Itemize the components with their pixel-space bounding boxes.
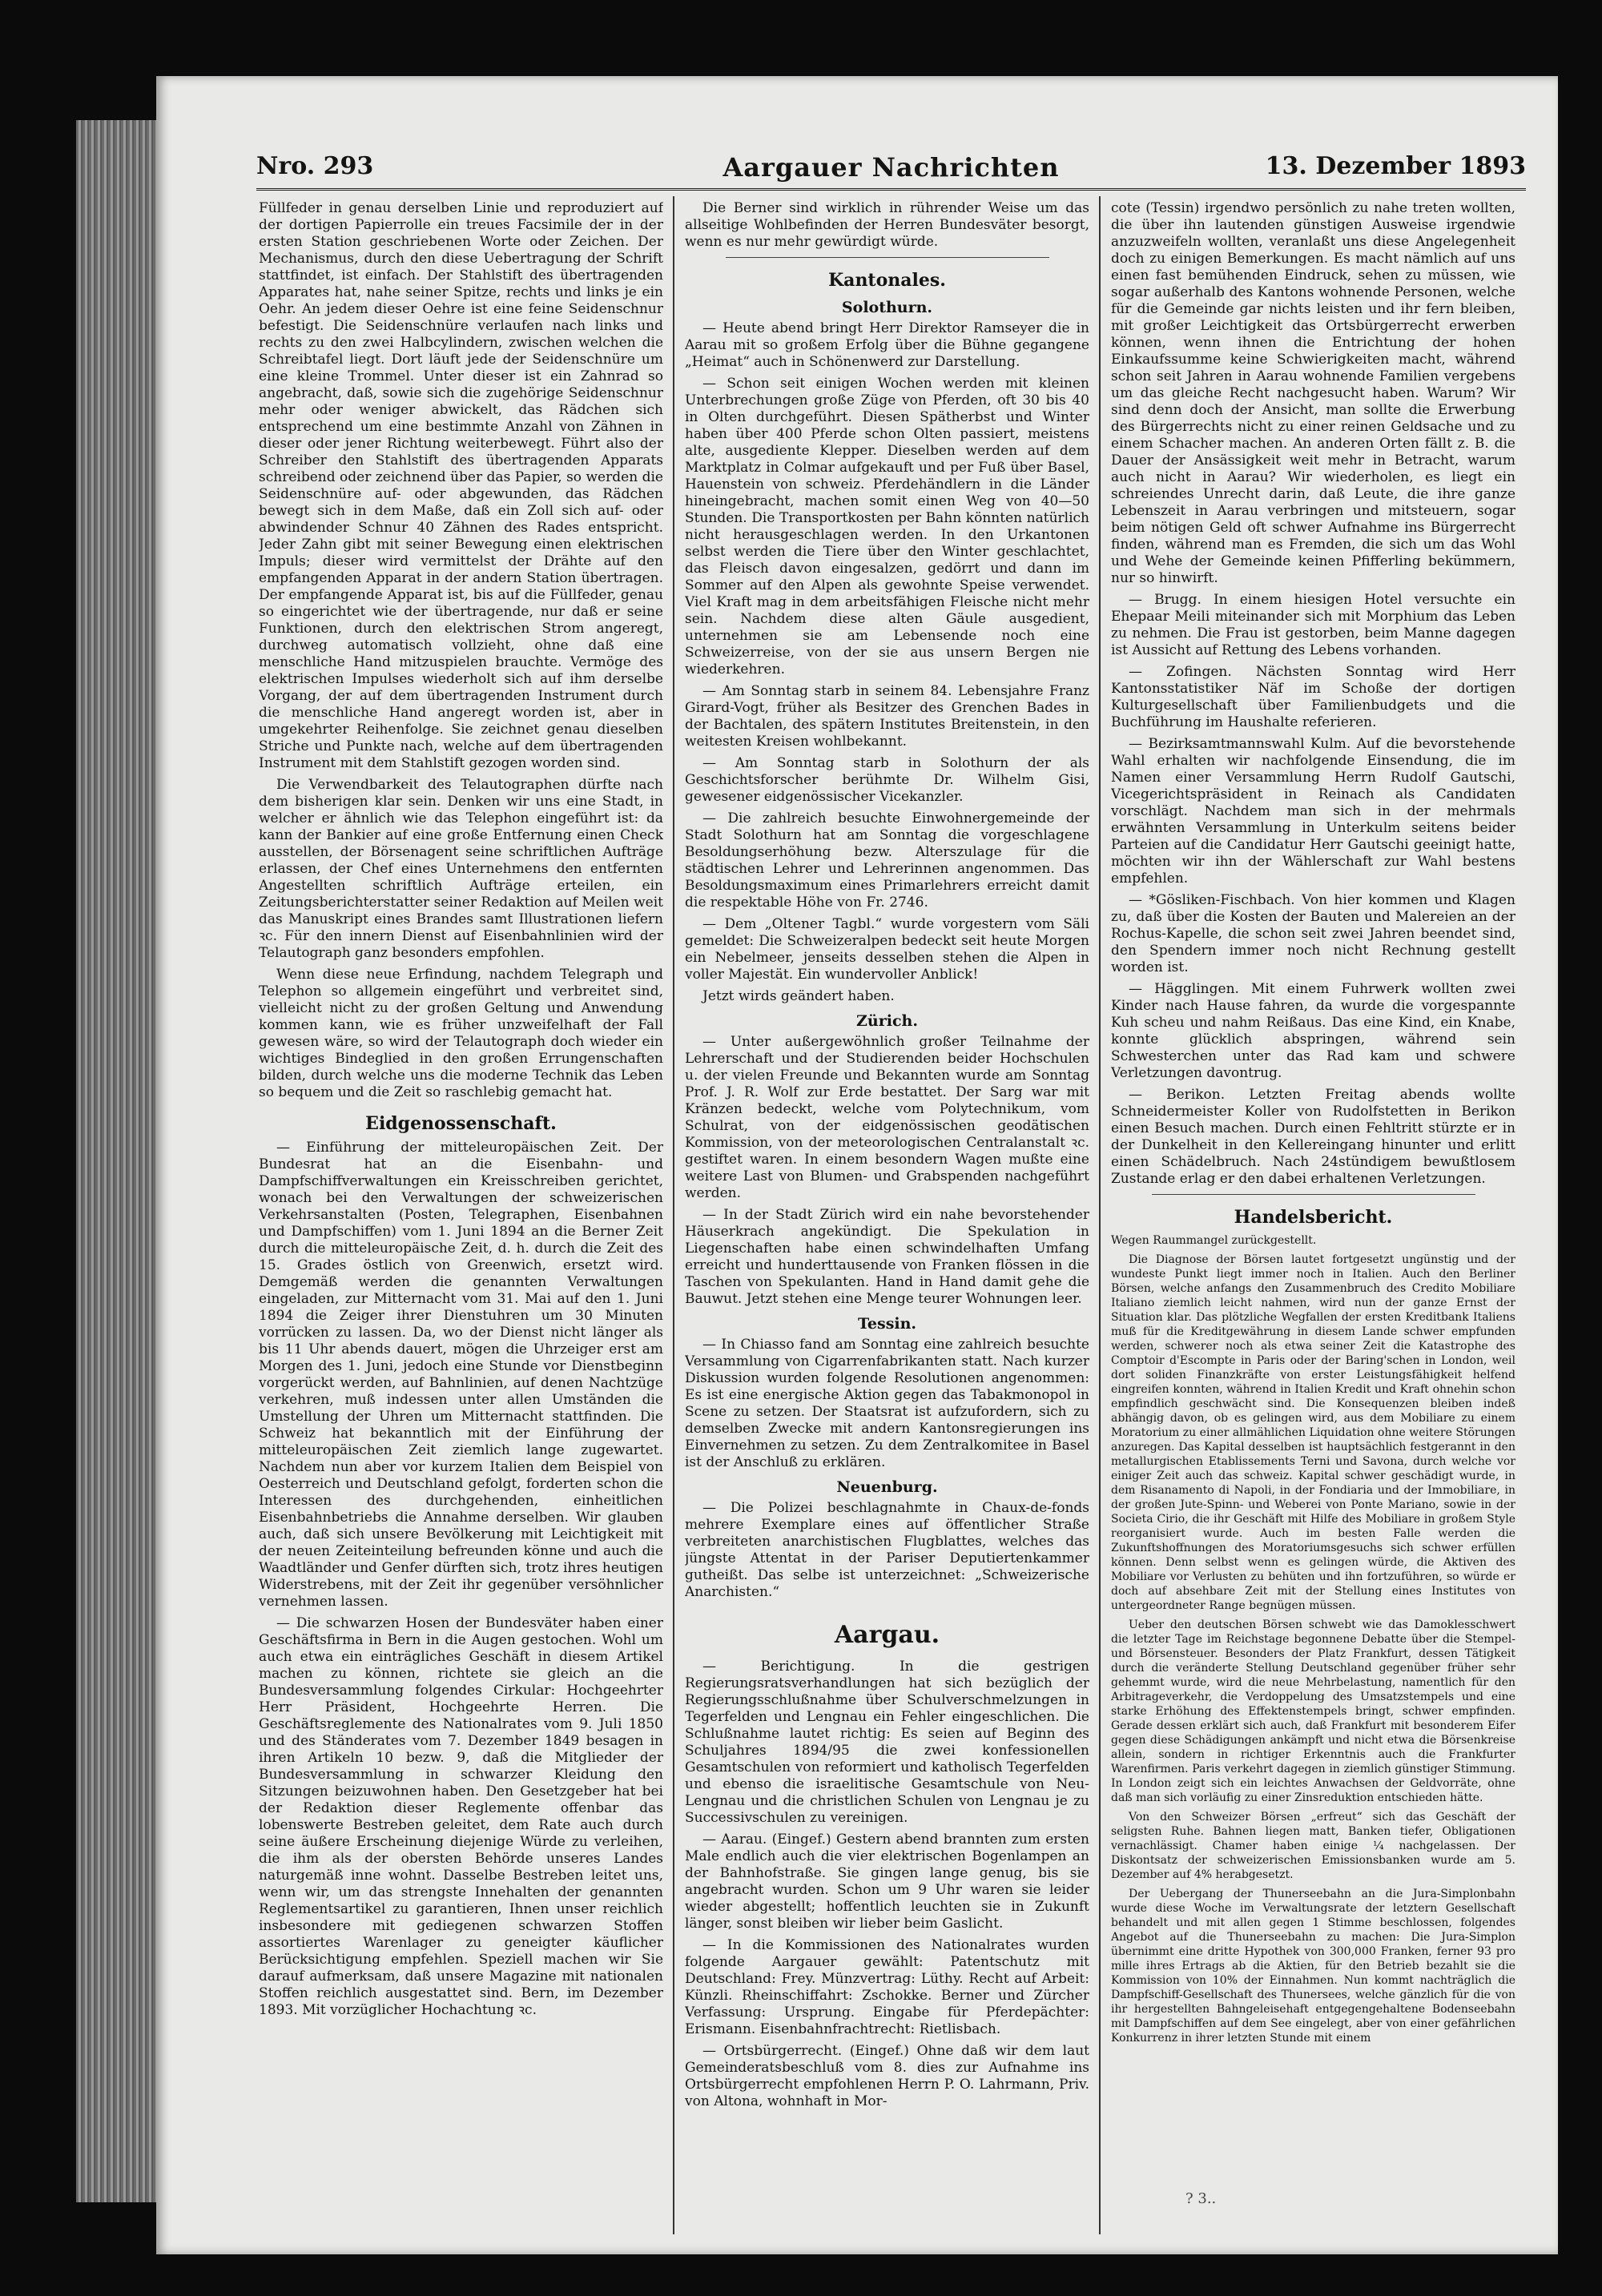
article-text: — In der Stadt Zürich wird ein nahe bevorstehender Häuserkrach angekündigt. Die Spekulation in Liegenschaften habe einen schwindelhaften Umfang erreicht und hunderttausende von Franken flössen in die Taschen von Spekulanten. Hand in Hand damit gehe die Bauwut. Jetzt stehen eine Menge teurer Wohnungen leer.: [685, 1207, 1089, 1307]
article-text: — Am Sonntag starb in Solothurn der als Geschichtsforscher berühmte Dr. Wilhelm Gisi, gewesener eidgenössischer Vicekanzler.: [685, 755, 1089, 805]
column-divider-2: [1099, 196, 1101, 2234]
article-text: — Die schwarzen Hosen der Bundesväter haben einer Geschäftsfirma in Bern in die Augen gestochen. Wohl um auch etwa ein einträgliches Geschäft in diesem Artikel machen zu können, richtete sie gleich an die Bundesversammlung folgendes Cirkular: Hochgeehrter Herr Präsident, Hochgeehrte Herren. Die Geschäftsreglemente des Nationalrates vom 9. Juli 1850 und des Ständerates vom 7. Dezember 1849 besagen in ihren Artikeln 10 bezw. 9, daß die Mitglieder der Bundesversammlung in schwarzer Kleidung den Sitzungen beizuwohnen haben. Den Gesetzgeber hat bei der Redaktion dieser Reglemente offenbar das lobenswerte Bestreben geleitet, dem Rate auch durch seine äußere Erscheinung diejenige Würde zu verleihen, die ihm als der obersten Behörde unseres Landes naturgemäß inne wohnt. Dasselbe Bestreben leitet uns, wenn wir, um das strengste Innehalten der genannten Reglementsartikel zu garantieren, Ihnen unser reichlich insbesondere mit gediegenen schwarzen Stoffen assortiertes Warenlager zu geneigter käuflicher Berücksichtigung empfehlen. Speziell machen wir Sie darauf aufmerksam, daß unsere Magazine mit nationalen Stoffen reichlich ausgestattet sind. Bern, im Dezember 1893. Mit vorzüglicher Hochachtung ꝛc.: [259, 1615, 663, 2018]
masthead-rule: [256, 188, 1526, 191]
newspaper-page: [156, 76, 1558, 2254]
article-text: Die Berner sind wirklich in rührender Weise um das allseitige Wohlbefinden der Herren Bundesväter besorgt, wenn es nur mehr gewürdigt würde.: [685, 200, 1089, 250]
article-text: — In Chiasso fand am Sonntag eine zahlreich besuchte Versammlung von Cigarrenfabrikanten statt. Nach kurzer Diskussion wurden folgende Resolutionen angenommen: Es ist eine energische Aktion gegen das Tabakmonopol in Scene zu setzen. Der Staatsrat ist aufzufordern, sich zu demselben Zwecke mit andern Kantonsregierungen ins Einvernehmen zu setzen. Zu dem Zentralkomitee in Basel ist der Anschluß zu erklären.: [685, 1337, 1089, 1470]
article-text: — Berichtigung. In die gestrigen Regierungsratsverhandlungen hat sich bezüglich der Regierungsschlußnahme über Schulverschmelzungen in Tegerfelden und Lengnau ein Fehler eingeschlichen. Die Schlußnahme lautet richtig: Es seien auf Beginn des Schuljahres 1894/95 die zwei konfessionellen Gesamtschulen von reformiert und katholisch Tegerfelden und ebenso die israelitische Gesamtschule von Neu-Lengnau und die christlichen Schulen von Lengnau je zu Successivschulen zu vereinigen.: [685, 1659, 1089, 1826]
article-text: Wenn diese neue Erfindung, nachdem Telegraph und Telephon so allgemein eingeführt und verbreitet sind, vielleicht nicht zu der großen Geltung und Anwendung kommen kann, wie es früher unzweifelhaft der Fall gewesen wäre, so wird der Telautograph doch wieder ein wichtiges Bindeglied in den großen Errungenschaften bilden, durch welche uns die moderne Technik das Leben so bequem und die Zeit so raschlebig gemacht hat.: [259, 967, 663, 1100]
column-2: [685, 200, 1089, 2234]
newspaper-title: Aargauer Nachrichten: [723, 152, 1060, 183]
masthead: [256, 152, 1526, 184]
separator: [1152, 1194, 1475, 1195]
column-3: [1111, 200, 1515, 2234]
article-text: — Einführung der mitteleuropäischen Zeit. Der Bundesrat hat an die Eisenbahn- und Dampfschiffverwaltungen ein Kreisschreiben gerichtet, wonach bei den Verwaltungen der schweizerischen Verkehrsanstalten (Posten, Telegraphen, Eisenbahnen und Dampfschiffen) vom 1. Juni 1894 an die Berner Zeit durch die mitteleuropäische Zeit, d. h. durch die Zeit des 15. Grades östlich von Greenwich, ersetzt wird. Demgemäß werden die genannten Verwaltungen eingeladen, zur Mitternacht vom 31. Mai auf den 1. Juni 1894 die Zeiger ihrer Dienstuhren um 30 Minuten vorrücken zu lassen. Da, wo der Dienst nicht länger als bis 11 Uhr abends dauert, mögen die Uhrzeiger erst am Morgen des 1. Juni, jedoch eine Stunde vor Dienstbeginn vorgerückt werden, auf Bahnlinien, auf denen Nachtzüge verkehren, muß indessen unter allen Umständen die Umstellung der Uhren um Mitternacht stattfinden. Die Schweiz hat bekanntlich mit der Einführung der mitteleuropäischen Zeit ziemlich lange zugewartet. Nachdem nun aber vor kurzem Italien dem Beispiel von Oesterreich und Deutschland gefolgt, forderten schon die Interessen des durchgehenden, einheitlichen Eisenbahnbetriebs die Annahme derselben. Wir glauben auch, daß sich unsere Bevölkerung mit Leichtigkeit mit der neuen Zeiteinteilung befreunden könne und auch die Waadtländer und Genfer dürften sich, trotz ihres heutigen Widerstrebens, mit der Zeit ihr gegenüber versöhnlicher vernehmen lassen.: [259, 1140, 663, 1610]
article-text: — Unter außergewöhnlich großer Teilnahme der Lehrerschaft und der Studierenden beider Hochschulen u. der vielen Freunde und Bekannten wurde am Sonntag Prof. J. R. Wolf zur Erde bestattet. Der Sarg war mit Kränzen bedeckt, welche vom Polytechnikum, vom Schulrat, von der eidgenössischen geodätischen Kommission, von der meteorologischen Centralanstalt ꝛc. gestiftet waren. In einem besondern Wagen mußte eine weitere Last von Blumen- und Grabspenden nachgeführt werden.: [685, 1034, 1089, 1201]
page-smudge-mark: ? 3..: [1185, 2190, 1217, 2207]
subheading-zurich: Zürich.: [856, 1012, 918, 1030]
article-text: Füllfeder in genau derselben Linie und reproduziert auf der dortigen Papierrolle ein treues Facsimile der in der ersten Station geschriebenen Worte oder Zeichen. Der Mechanismus, durch den diese Uebertragung der Schrift stattfindet, ist einfach. Der Stahlstift des übertragenden Apparates hat, nahe seiner Spitze, rechts und links je ein Oehr. An jedem dieser Oehre ist eine feine Seidenschnur befestigt. Die Seidenschnüre verlaufen nach links und rechts zu den zwei Halbcylindern, zwischen welchen die Schreibtafel liegt. Dort läuft jede der Seidenschnüre um eine kleine Trommel. Unter dieser ist ein Zahnrad so angebracht, daß, sowie sich die zugehörige Seidenschnur mehr oder weniger abwickelt, das Rädchen sich entsprechend um eine bestimmte Anzahl von Zähnen in dieser oder jener Richtung weiterbewegt. Führt also der Schreiber den Stahlstift des übertragenden Apparats schreibend oder zeichnend über das Papier, so werden die Seidenschnüre auf- oder abgewunden, das Rädchen bewegt sich in dem Maße, daß ein Zoll sich auf- oder abwindender Schnur 40 Zähnen des Rades entspricht. Jeder Zahn gibt mit seiner Bewegung einen elektrischen Impuls; dieser wird vermittelst der Drähte auf den empfangenden Apparat in der andern Station übertragen. Der empfangende Apparat ist, bis auf die Füllfeder, genau so eingerichtet wie der übertragende, nur daß er seine Funktionen, durch den elektrischen Strom angeregt, durchweg automatisch vollzieht, ohne daß eine menschliche Hand mitzuspielen brauchte. Vermöge des elektrischen Impulses wiederholt sich auf ihm derselbe Vorgang, der auf dem übertragenden Instrument durch die menschliche Hand angeregt worden ist, aber in umgekehrter Reihenfolge. Sie zeichnet genau dieselben Striche und Punkte nach, welche auf dem übertragenden Instrument mit dem Stahlstift gezogen worden sind.: [259, 200, 663, 771]
article-text: — Ortsbürgerrecht. (Eingef.) Ohne daß wir dem laut Gemeinderatsbeschluß vom 8. dies zur Aufnahme ins Ortsbürgerrecht empfohlenen Herrn P. O. Lahrmann, Priv. von Altona, wohnhaft in Mor-: [685, 2043, 1089, 2109]
article-text: — Brugg. In einem hiesigen Hotel versuchte ein Ehepaar Meili miteinander sich mit Morphium das Leben zu nehmen. Die Frau ist gestorben, beim Manne dagegen ist Aussicht auf Rettung des Lebens vorhanden.: [1111, 592, 1515, 658]
section-heading-eidgenossenschaft: Eidgenossenschaft.: [365, 1113, 557, 1134]
article-text: — Dem „Oltener Tagbl.“ wurde vorgestern vom Säli gemeldet: Die Schweizeralpen bedeckt seit heute Morgen ein Nebelmeer, jenseits desselben stehen die Alpen in voller Majestät. Ein wundervoller Anblick!: [685, 916, 1089, 983]
article-text: — Berikon. Letzten Freitag abends wollte Schneidermeister Koller von Rudolfstetten in Berikon einen Besuch machen. Durch einen Fehltritt stürzte er in der Dunkelheit in den Kellereingang hinunter und erlitt einen Schädelbruch. Nach 24stündigem bewußtlosem Zustande erlag er den dabei erhaltenen Verletzungen.: [1111, 1087, 1515, 1187]
column-1: [259, 200, 663, 2234]
article-text: — Die zahlreich besuchte Einwohnergemeinde der Stadt Solothurn hat am Sonntag die vorgeschlagene Besoldungserhöhung bezw. Alterszulage für die städtischen Lehrer und Lehrerinnen angenommen. Das Besoldungsmaximum eines Primarlehrers erreicht damit die respektable Höhe von Fr. 2746.: [685, 810, 1089, 911]
article-text: — Heute abend bringt Herr Direktor Ramseyer die in Aarau mit so großem Erfolg über die Bühne gegangene „Heimat“ auch in Schönenwerd zur Darstellung.: [685, 320, 1089, 370]
subheading-tessin: Tessin.: [857, 1315, 917, 1333]
subheading-solothurn: Solothurn.: [841, 299, 933, 316]
issue-date: 13. Dezember 1893: [1265, 152, 1526, 180]
article-text: cote (Tessin) irgendwo persönlich zu nahe treten wollten, die über ihn lautenden günstigen Ausweise irgendwie anzuzweifeln wollten, veranlaßt uns diese Angelegenheit doch zu einigen Bemerkungen. Es macht nämlich auf uns einen fast bemühenden Eindruck, sehen zu müssen, wie sogar außerhalb des Kantons wohnende Personen, welche für die Gemeinde gar nichts leisten und ihr fern bleiben, mit großer Leichtigkeit das Ortsbürgerrecht erwerben können, wenn ihnen die Entrichtung der hohen Einkaufssumme keine Schwierigkeiten macht, während schon seit Jahren in Aarau wohnende Familien vergebens um das gleiche Recht nachgesucht haben. Warum? Wir sind denn doch der Ansicht, man sollte die Erwerbung des Bürgerrechts nicht zu einer reinen Geldsache und zu einem Schacher machen. An anderen Orten fällt z. B. die Dauer der Ansässigkeit weit mehr in Betracht, warum auch nicht in Aarau? Wir wiederholen, es liegt ein schreiendes Unrecht darin, daß Leute, die ihre ganze Lebenszeit in Aarau verbringen und mitsteuern, sogar beim nötigen Geld oft schwer Aufnahme ins Bürgerrecht finden, während man es Fremden, die sich um das Wohl und Wehe der Gemeinde keinen Pfifferling bekümmern, nur so hinwirft.: [1111, 200, 1515, 586]
section-heading-aargau: Aargau.: [834, 1621, 940, 1649]
article-text: — Aarau. (Eingef.) Gestern abend brannten zum ersten Male endlich auch die vier elektrischen Bogenlampen an der Bahnhofstraße. Sie gingen lange genug, bis sie angebracht wurden. Schon um 9 Uhr waren sie leider wieder abgestellt; hoffentlich leuchten sie in Zukunft länger, sonst bleiben wir lieber beim Gaslicht.: [685, 1832, 1089, 1932]
article-text: — Am Sonntag starb in seinem 84. Lebensjahre Franz Girard-Vogt, früher als Besitzer des Grenchen Bades in der Bachtalen, des spätern Institutes Breitenstein, in den weitesten Kreisen wohlbekannt.: [685, 683, 1089, 750]
issue-number: Nro. 293: [256, 152, 374, 180]
section-heading-kantonales: Kantonales.: [828, 270, 946, 291]
article-text: — In die Kommissionen des Nationalrates wurden folgende Aargauer gewählt: Patentschutz mit Deutschland: Frey. Münzvertrag: Lüthy. Recht auf Arbeit: Künzli. Rheinschiffahrt: Zschokke. Berner und Zürcher Verfassung: Ursprung. Eingabe für Pferdepächter: Erismann. Eisenbahnfrachtrecht: Rietlisbach.: [685, 1937, 1089, 2037]
article-text: — Zofingen. Nächsten Sonntag wird Herr Kantonsstatistiker Näf im Schoße der dortigen Kulturgesellschaft über Familienbudgets und die Buchführung im Haushalte referieren.: [1111, 664, 1515, 730]
article-text: — Die Polizei beschlagnahmte in Chaux-de-fonds mehrere Exemplare eines auf öffentlicher Straße verbreiteten anarchistischen Flugblattes, welches das jüngste Attentat in der Pariser Deputiertenkammer gutheißt. Das selbe ist unterzeichnet: „Schweizerische Anarchisten.“: [685, 1500, 1089, 1600]
article-text: — Hägglingen. Mit einem Fuhrwerk wollten zwei Kinder nach Hause fahren, da wurde die vorgespannte Kuh scheu und nahm Reißaus. Das eine Kind, ein Knabe, konnte glücklich abspringen, während sein Schwesterchen unter das Rad kam und schwere Verletzungen davontrug.: [1111, 981, 1515, 1081]
column-divider-1: [673, 196, 674, 2234]
subheading-neuenburg: Neuenburg.: [836, 1478, 938, 1496]
article-text: — Schon seit einigen Wochen werden mit kleinen Unterbrechungen große Züge von Pferden, oft 30 bis 40 in Olten durchgeführt. Diesen Spätherbst und Winter haben über 400 Pferde schon Olten passiert, meistens alte, ausgediente Klepper. Dieselben werden auf dem Marktplatz in Colmar aufgekauft und per Fuß über Basel, Hauenstein von schweiz. Pferdehändlern in die Länder hineingebracht, machen somit einen Weg von 40—50 Stunden. Die Transportkosten per Bahn könnten natürlich nicht herausgeschlagen werden. In den Urkantonen selbst werden die Tiere über den Winter geschlachtet, das Fleisch davon eingesalzen, gedörrt und dann im Sommer auf den Alpen als gewohnte Speise verwendet. Viel Kraft mag in dem arbeitsfähigen Fleische nicht mehr sein. Nachdem diese alten Gäule ausgedient, unternehmen sie am Lebensende noch eine Schweizerreise, von der sie aus unsern Bergen nie wiederkehren.: [685, 376, 1089, 678]
article-text: Der Uebergang der Thunerseebahn an die Jura-Simplonbahn wurde diese Woche im Verwaltungsrate der letztern Gesellschaft behandelt und mit allen gegen 1 Stimme beschlossen, folgendes Angebot auf die Thunerseebahn zu machen: Die Jura-Simplon übernimmt eine dritte Hypothek von 300,000 Franken, ferner 93 pro mille ihres Ertrags ab die Aktien, für den Betrieb bezahlt sie die Kommission von 10% der Einnahmen. Nun kommt nachträglich die Dampfschiff-Gesellschaft des Thunersees, welche gänzlich für die von ihr hergestellten Bahngeleisehaft entgegengehaltene Bodenseebahn mit Dampfschiffen auf dem See eingelegt, aber von einer gefährlichen Konkurrenz in ihrer letzten Stunde mit einem: [1111, 1888, 1515, 2045]
section-heading-handelsbericht: Handelsbericht.: [1234, 1207, 1393, 1228]
article-text: — *Gösliken-Fischbach. Von hier kommen und Klagen zu, daß über die Kosten der Bauten und Malereien an der Rochus-Kapelle, die schon seit zwei Jahren beendet sind, den Spendern immer noch nicht Rechnung gestellt worden ist.: [1111, 892, 1515, 975]
separator: [726, 257, 1049, 258]
article-text: Die Verwendbarkeit des Telautographen dürfte nach dem bisherigen klar sein. Denken wir uns eine Stadt, in welcher er ähnlich wie das Telephon eingeführt ist: da kann der Bankier auf eine große Entfernung einen Check ausstellen, der Börsenagent seine schriftlichen Aufträge erlassen, der Chef eines Unternehmens den entfernten Angestellten schriftlich Aufträge erteilen, ein Zeitungsberichterstatter seiner Redaktion auf Meilen weit das Manuskript eines Brandes samt Illustrationen liefern ꝛc. Für den innern Dienst auf Eisenbahnlinien wird der Telautograph ganz besonders empfohlen.: [259, 777, 663, 961]
article-text: Ueber den deutschen Börsen schwebt wie das Damoklesschwert die letzter Tage im Reichstage begonnene Debatte über die Stempel- und Börsensteuer. Besonders der Platz Frankfurt, dessen Tätigkeit durch die veränderte Stellung Deutschland gegenüber früher sehr gehemmt wurde, wird die neue Mehrbelastung, namentlich für den Arbitrageverkehr, die Verdoppelung des Umsatzstempels und eine starke Erhöhung des Effektenstempels bringt, schwer empfinden. Gerade dessen erklärt sich auch, daß Frankfurt mit besonderem Eifer gegen diese Schädigungen ankämpft und nicht etwa die Börsenkreise allein, sondern in richtiger Erkenntnis auch die Frankfurter Warenfirmen. Paris verkehrt dagegen in ziemlich günstiger Stimmung. In London zeigt sich ein leichtes Anwachsen der Geldvorräte, ohne daß man sich vorläufig zu einer Zinsreduktion entschieden hätte.: [1111, 1618, 1515, 1804]
article-text: Von den Schweizer Börsen „erfreut“ sich das Geschäft der seligsten Ruhe. Bahnen liegen matt, Banken tiefer, Obligationen vernachlässigt. Chamer haben einige ¼ nachgelassen. Der Diskontsatz der schweizerischen Emissionsbanken wurde am 5. Dezember auf 4% herabgesetzt.: [1111, 1811, 1515, 1881]
editorial-note: Wegen Raummangel zurückgestellt.: [1111, 1234, 1317, 1247]
article-text: Jetzt wirds geändert haben.: [702, 988, 895, 1004]
article-text: Die Diagnose der Börsen lautet fortgesetzt ungünstig und der wundeste Punkt liegt immer noch in Italien. Auch den Berliner Börsen, welche anfangs den Zusammenbruch des Credito Mobiliare Italiano ziemlich leicht nahmen, wird nun der ganze Ernst der Situation klar. Das plötzliche Wegfallen der ersten Kreditbank Italiens muß für die Kreditgewährung in diesem Lande schwer empfunden werden, schwerer noch als etwa seiner Zeit die Katastrophe des Comptoir d'Escompte in Paris oder der Baring'schen in London, weil dort soliden Finanzkräfte von erster Leistungsfähigkeit helfend eingreifen konnten, während in Italien Kredit und Kraft ohnehin schon empfindlich geschwächt sind. Die Konsequenzen bleiben indeß abhängig davon, ob es gelingen wird, aus dem Mobiliare zu einem Moratorium zu einer allmählichen Liquidation ohne weitere Störungen anzuregen. Das Kapital desselben ist hauptsächlich festgerannt in den metallurgischen Etablissements Terni und Savona, durch welche vor einiger Zeit auch das schweiz. Kapital schwer geschädigt wurde, in dem Risanamento di Napoli, in der Fondiaria und der Immobiliare, in der großen Jute-Spinn- und Weberei von Ponte Mariano, sowie in der Societa Cirio, die ihr Geschäft mit Hilfe des Mobiliare in großem Style reorganisiert wurde. Auch im besten Falle werden die Zukunftshoffnungen des Moratoriumsgesuchs sich schwer erfüllen können. Denn selbst wenn es gelingen würde, die Aktiven des Mobiliare vor Verlusten zu behüten und ihn fortzuführen, so würde er doch auf absehbare Zeit mit der Stellung eines Institutes von untergeordneter Range begnügen müssen.: [1111, 1253, 1515, 1612]
article-text: — Bezirksamtmannswahl Kulm. Auf die bevorstehende Wahl erhalten wir nachfolgende Einsendung, die im Namen einer Versammlung Herrn Rudolf Gautschi, Vicegerichtspräsident in Reinach als Candidaten vorschlägt. Nachdem man sich in der mehrmals erwähnten Versammlung in Unterkulm seitens beider Parteien auf die Candidatur Herr Gautschi geeinigt hatte, möchten wir ihn der Wählerschaft zur Wahl bestens empfehlen.: [1111, 736, 1515, 887]
